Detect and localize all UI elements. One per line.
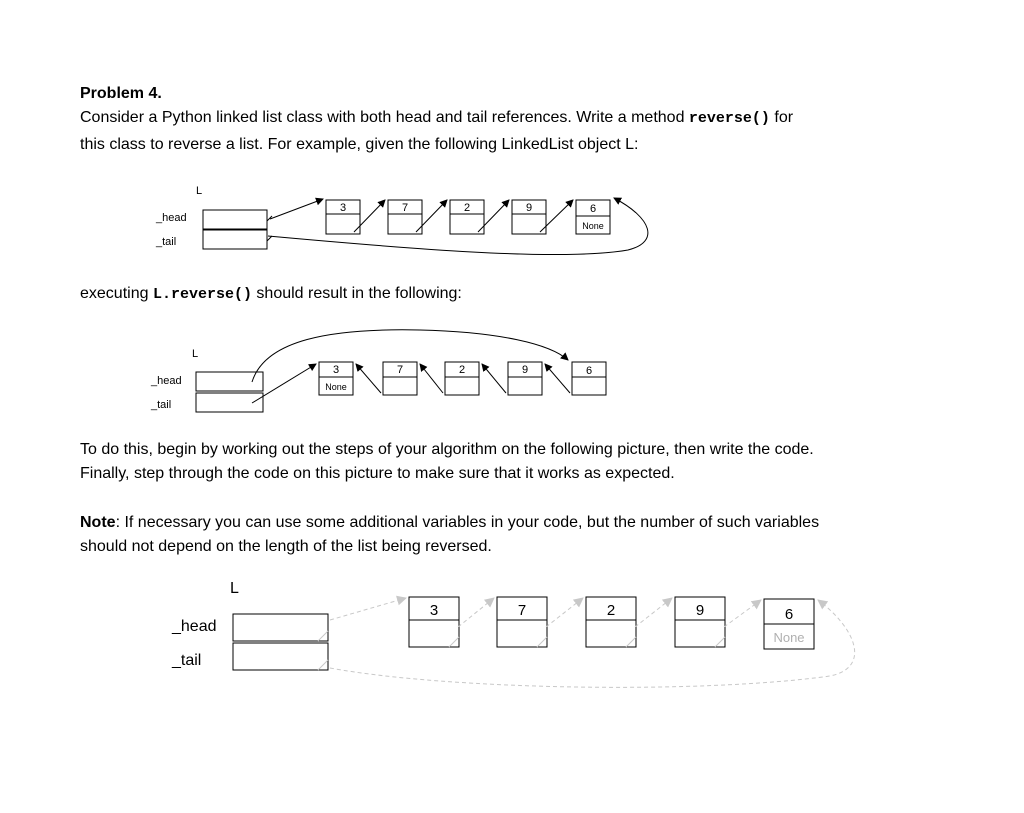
node-value: 6 — [784, 606, 794, 623]
intro-text-1: Consider a Python linked list class with both head and tail references. Write a method — [80, 109, 689, 126]
tail-label: _tail — [156, 236, 177, 248]
node-value: 9 — [525, 202, 533, 214]
next-pointer — [724, 600, 761, 627]
problem-title: Problem 4. — [80, 85, 162, 102]
method-name: reverse() — [688, 110, 770, 127]
node-value: 7 — [396, 364, 404, 376]
none-label: None — [325, 382, 347, 392]
todo-line-1: To do this, begin by working out the steps of your algorithm on the following picture, then write the code. — [80, 441, 814, 458]
intro-line-2: this class to reverse a list. For example, given the following LinkedList object L: — [80, 136, 639, 153]
node-value: 2 — [458, 364, 466, 376]
note-label: Note — [80, 514, 116, 531]
exec-code: L.reverse() — [152, 286, 252, 303]
node-value: 3 — [429, 602, 439, 619]
next-pointer — [546, 598, 583, 627]
head-label: _head — [172, 618, 217, 635]
node-value: 3 — [332, 364, 340, 376]
head-label: _head — [151, 375, 182, 387]
tail-label: _tail — [151, 399, 172, 411]
head-label: _head — [156, 212, 187, 224]
list-var-label: L — [230, 580, 239, 597]
node-value: 9 — [695, 602, 705, 619]
head-field — [233, 614, 328, 641]
none-label: None — [582, 221, 604, 231]
tail-label: _tail — [172, 652, 202, 669]
tail-field — [233, 643, 328, 670]
note-text-1: : If necessary you can use some additional variables in your code, but the number of such variables — [115, 514, 820, 531]
node-value: 3 — [339, 202, 347, 214]
next-pointer — [635, 598, 672, 627]
list-var-label: L — [192, 348, 199, 360]
next-pointer — [458, 598, 494, 627]
none-label: None — [773, 630, 805, 645]
list-var-label: L — [196, 185, 203, 197]
node-value: 2 — [606, 602, 616, 619]
node-value: 7 — [517, 602, 527, 619]
exec-text-1: executing — [80, 285, 153, 302]
head-pointer — [330, 598, 406, 620]
node-value: 9 — [521, 364, 529, 376]
note-line-2: should not depend on the length of the list being reversed. — [80, 538, 492, 555]
node-value: 2 — [463, 202, 471, 214]
node-value: 6 — [585, 365, 593, 377]
exec-text-2: should result in the following: — [251, 285, 462, 302]
intro-text-2: for — [769, 109, 794, 126]
node-value: 7 — [401, 202, 409, 214]
node-value: 6 — [589, 203, 597, 215]
todo-line-2: Finally, step through the code on this picture to make sure that it works as expected. — [80, 465, 675, 482]
